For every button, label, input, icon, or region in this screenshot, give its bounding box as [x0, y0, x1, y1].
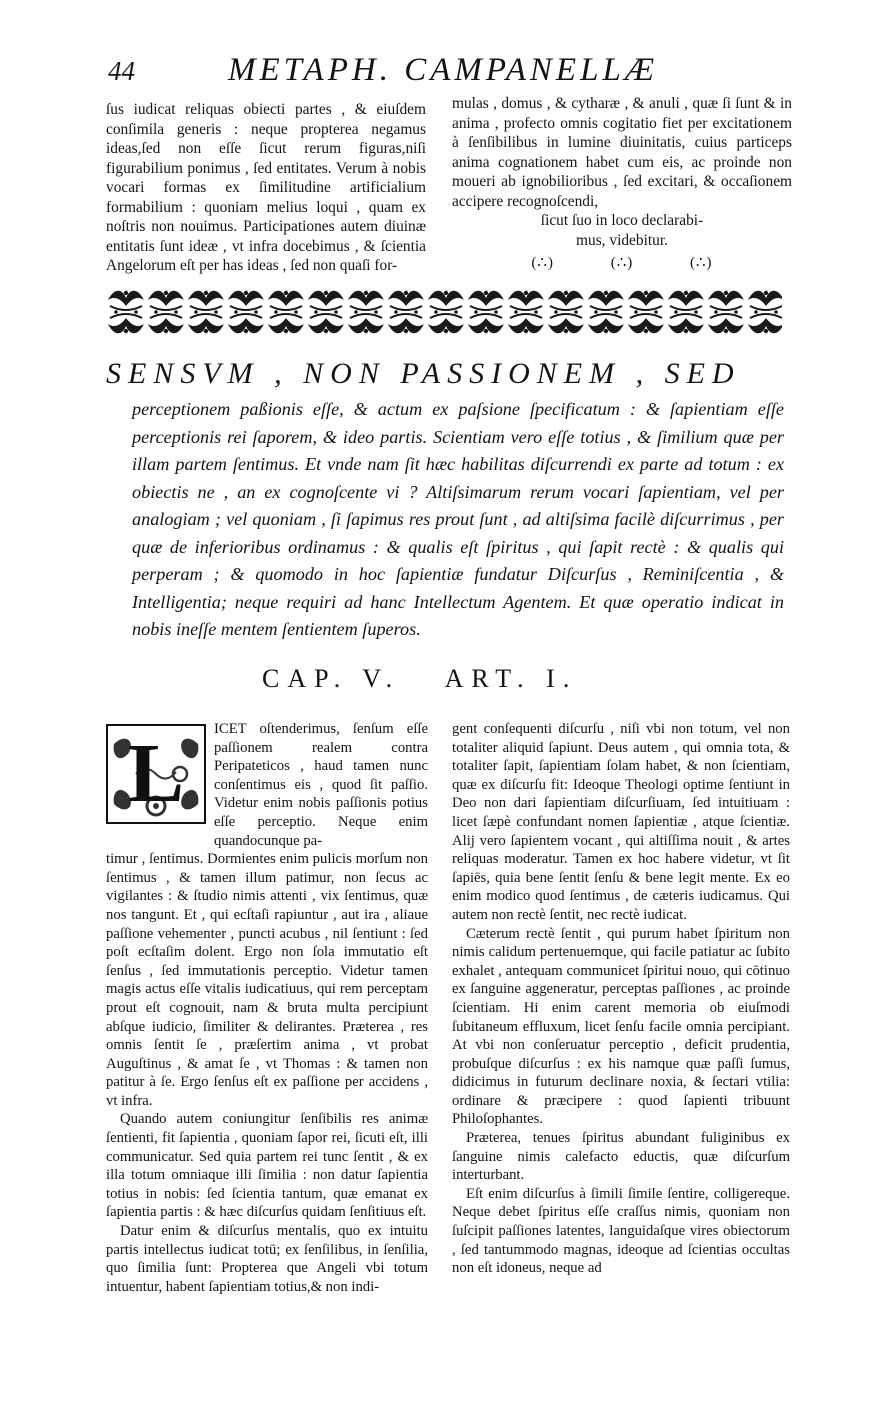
- page-number: 44: [108, 56, 135, 86]
- running-head: METAPH. CAMPANELLÆ: [228, 52, 659, 88]
- body-right-column: [452, 720, 790, 1278]
- summary-heading: SENSVM , NON PASSIONEM , SED: [106, 357, 741, 390]
- paragraph: ſus iudicat reliquas obiecti partes , & eiuſdem conſimila generis : neque propterea negamus ideas,ſed non eſſe ſicut rerum figuras,niſi figurabilium ponimus , ſed entitates. Verum à nobis vocari formas ex ſimilitudine artificialium formabilium : quoniam melius loqui , quam ex noſtris non nouimus. Participationes autem diuinæ entitatis ſunt ideæ , vt infra docebimus , & ſcientia Angelorum eſt per has ideas , ſed non quaſi for-: [106, 101, 426, 274]
- closing-line: ſicut ſuo in loco declarabi-: [540, 212, 704, 229]
- top-left-column: [106, 100, 426, 276]
- paragraph: Quando autem coniungitur ſenſibilis res animæ ſentienti, fit ſapientia , quoniam ſapor rei, ſicuti eſt, illi communicatur. Sed quia partem rei tunc ſentit , & ex illa totum omniaque illi ſimilia : non datur ſapientia totius in nobis: ſed ſcientia tantum, quæ emanat ex ſapientia partis : & hæc diſcurſus quidam ſenſitiuus eſt.: [106, 1111, 428, 1221]
- ornamental-band: [106, 286, 782, 338]
- paragraph: mulas , domus , & cytharæ , & anuli , quæ ſi ſunt & in anima , profecto omnis cogitatio fiet per excitationem à ſenſibilibus in lumine diuinitatis, cuius particeps anima cognationem habet cum eis, ac proinde non moueri ab ignobilioribus , ſed excitari, & occaſionem accipere recognoſcendi,: [452, 95, 792, 210]
- paragraph-opening: ICET oſtenderimus, ſenſum eſſe paſſionem realem contra Peripateticos , haud tamen nunc conſentimus eis , quod ſit paſſio. Videtur enim nobis paſſionis potius eſſe perceptio. Neque enim quandocunque pa-: [214, 721, 428, 849]
- dot-glyph: (∴): [690, 255, 713, 271]
- summary-text: perceptionem paßionis eſſe, & actum ex paſsione ſpecificatum : & ſapientiam eſſe perceptionis rei ſaporem, & ideo partis. Scientiam vero eſſe totius , & ſimilium quæ per illam partem ſentimus. Et vnde nam ſit hæc habilitas diſcurrendi ex parte ad totum : ex obiectis ne , an ex cognoſcente vi ? Altiſsimarum rerum vocari ſapientiam, vel per analogiam ; vel quoniam , ſi ſapimus res prout ſunt , ad altiſsima facilè diſcurrimus , per quæ de inferioribus ordinamus : & qualis eſt ſpiritus , qui ſapit rectè : & qualis qui perperam ; & quomodo in hoc ſapientiæ fundatur Diſcurſus , Reminiſcentia , & Intelligentia; neque requiri ad hanc Intellectum Agentem. Et quæ operatio indicat in nobis ineſſe mentem ſentientem ſuperos.: [132, 399, 784, 639]
- initial-letter: L: [127, 727, 185, 820]
- paragraph: gent conſequenti diſcurſu , niſi vbi non totum, vel non totaliter aliquid ſapiunt. Deus autem , qui omnia tota, & totaliter ſapit, ſapientiam ſolam habet, & non ſcientiam, quæ ex diſcurſu fit: Ideoque Theologi optime ſentiunt in Deo non dari ſapientiam diſcurſiuam, ſed intuitiuam : licet ſæpè confundant nomen ſapientiæ , atque ſcientiæ. Alij vero ſapientem vocant , qui altiſſima nouit , & artes reliquas moderatur. Tamen ex hoc habere videtur, vt ſit ſapiēs, quia bene ſentit ſenſu & bene legit mente. Ex eo enim modico quod ſentimus , de cæteris iudicamus. Qui autem non rectè ſentit, nec rectè iudicat.: [452, 721, 790, 923]
- page-header: [108, 48, 798, 94]
- paragraph: Eſt enim diſcurſus à ſimili ſimile ſentire, colligereque. Neque debet ſpiritus eſſe craſſus nimis, quoniam non ſuſcipit paſſiones latentes, languidaſque vires obiectorum , ſed tantummodo magnas, ideoque ad ſcientias occultas non eſt idoneus, neque ad: [452, 1185, 790, 1277]
- chapter-number: CAP. V.: [262, 664, 401, 693]
- article-number: ART. I.: [444, 664, 578, 693]
- dot-glyph: (∴): [531, 255, 554, 271]
- section-end-glyphs: [452, 254, 792, 274]
- paragraph: Præterea, tenues ſpiritus abundant fuliginibus ex ſanguine nimis calefacto eductis, quæ diſcurſum interturbant.: [452, 1130, 790, 1184]
- closing-line: mus, videbitur.: [576, 231, 668, 249]
- paragraph: Cæterum rectè ſentit , qui purum habet ſpiritum non nimis calidum pertenuemque, qui facile patiatur ac ſubito exhalet , antequam communicet ſpiritui nouo, qui cōtinuo ex ſanguine aggeneratur, perceptas paſſiones , ac proinde ſcientiam. Hi enim carent memoria ob eiuſmodi ſubitaneum effluxum, licet ſenſu facile omnia percipiant. At vbi non conſeruatur perceptio , deficit prudentia, probuſque diſcurſus : ex his namque quæ paſſi ſumus, didicimus in futurum declinare noxia, & ſectari vtilia: ordinare & præcipere : quod ſapienti tribuunt Philoſophantes.: [452, 925, 790, 1128]
- chapter-heading: [262, 664, 682, 694]
- top-right-column: [452, 94, 792, 274]
- body-left-column: [106, 720, 428, 1296]
- paragraph: Datur enim & diſcurſus mentalis, quo ex intuitu partis intellectus iudicat totū; ex ſenſilibus, in ſenſilia, quo ſimilia ſunt: Propterea que Angeli vbi totum intuentur, habent ſapientiam totius,& non indi-: [106, 1223, 428, 1295]
- chapter-summary: [132, 396, 784, 644]
- dot-glyph: (∴): [610, 255, 634, 271]
- paragraph: timur , ſentimus. Dormientes enim pulicis morſum non ſentimus , & tamen illum patimur, non ſecus ac vigilantes : & ſtudio nimis attenti , vix ſentimus, quæ nos tangunt. Et , qui ecſtaſi rapiuntur , aut ira , aliaue paſſione vehementer , puncti acubus , nil ſentiunt : ſed poſt ecſtaſim dolent. Ergo non ſola immutatio eſt ſenſus , ſed immutationis perceptio. Videtur tamen magis actus eſſe vitalis iudicatiuus, qui rem perceptam prout eſt cognouit, nam & bruta multa percipiunt abſque iudicio, ſimiliter & delirantes. Præterea , res omnis ſentit ſe , præſertim anima , vt probat Auguſtinus , & amat ſe , vt Thomas : & tamen non patitur à ſe. Ergo ſenſus eſt ex paſſione per accidens , vt infra.: [106, 851, 428, 1109]
